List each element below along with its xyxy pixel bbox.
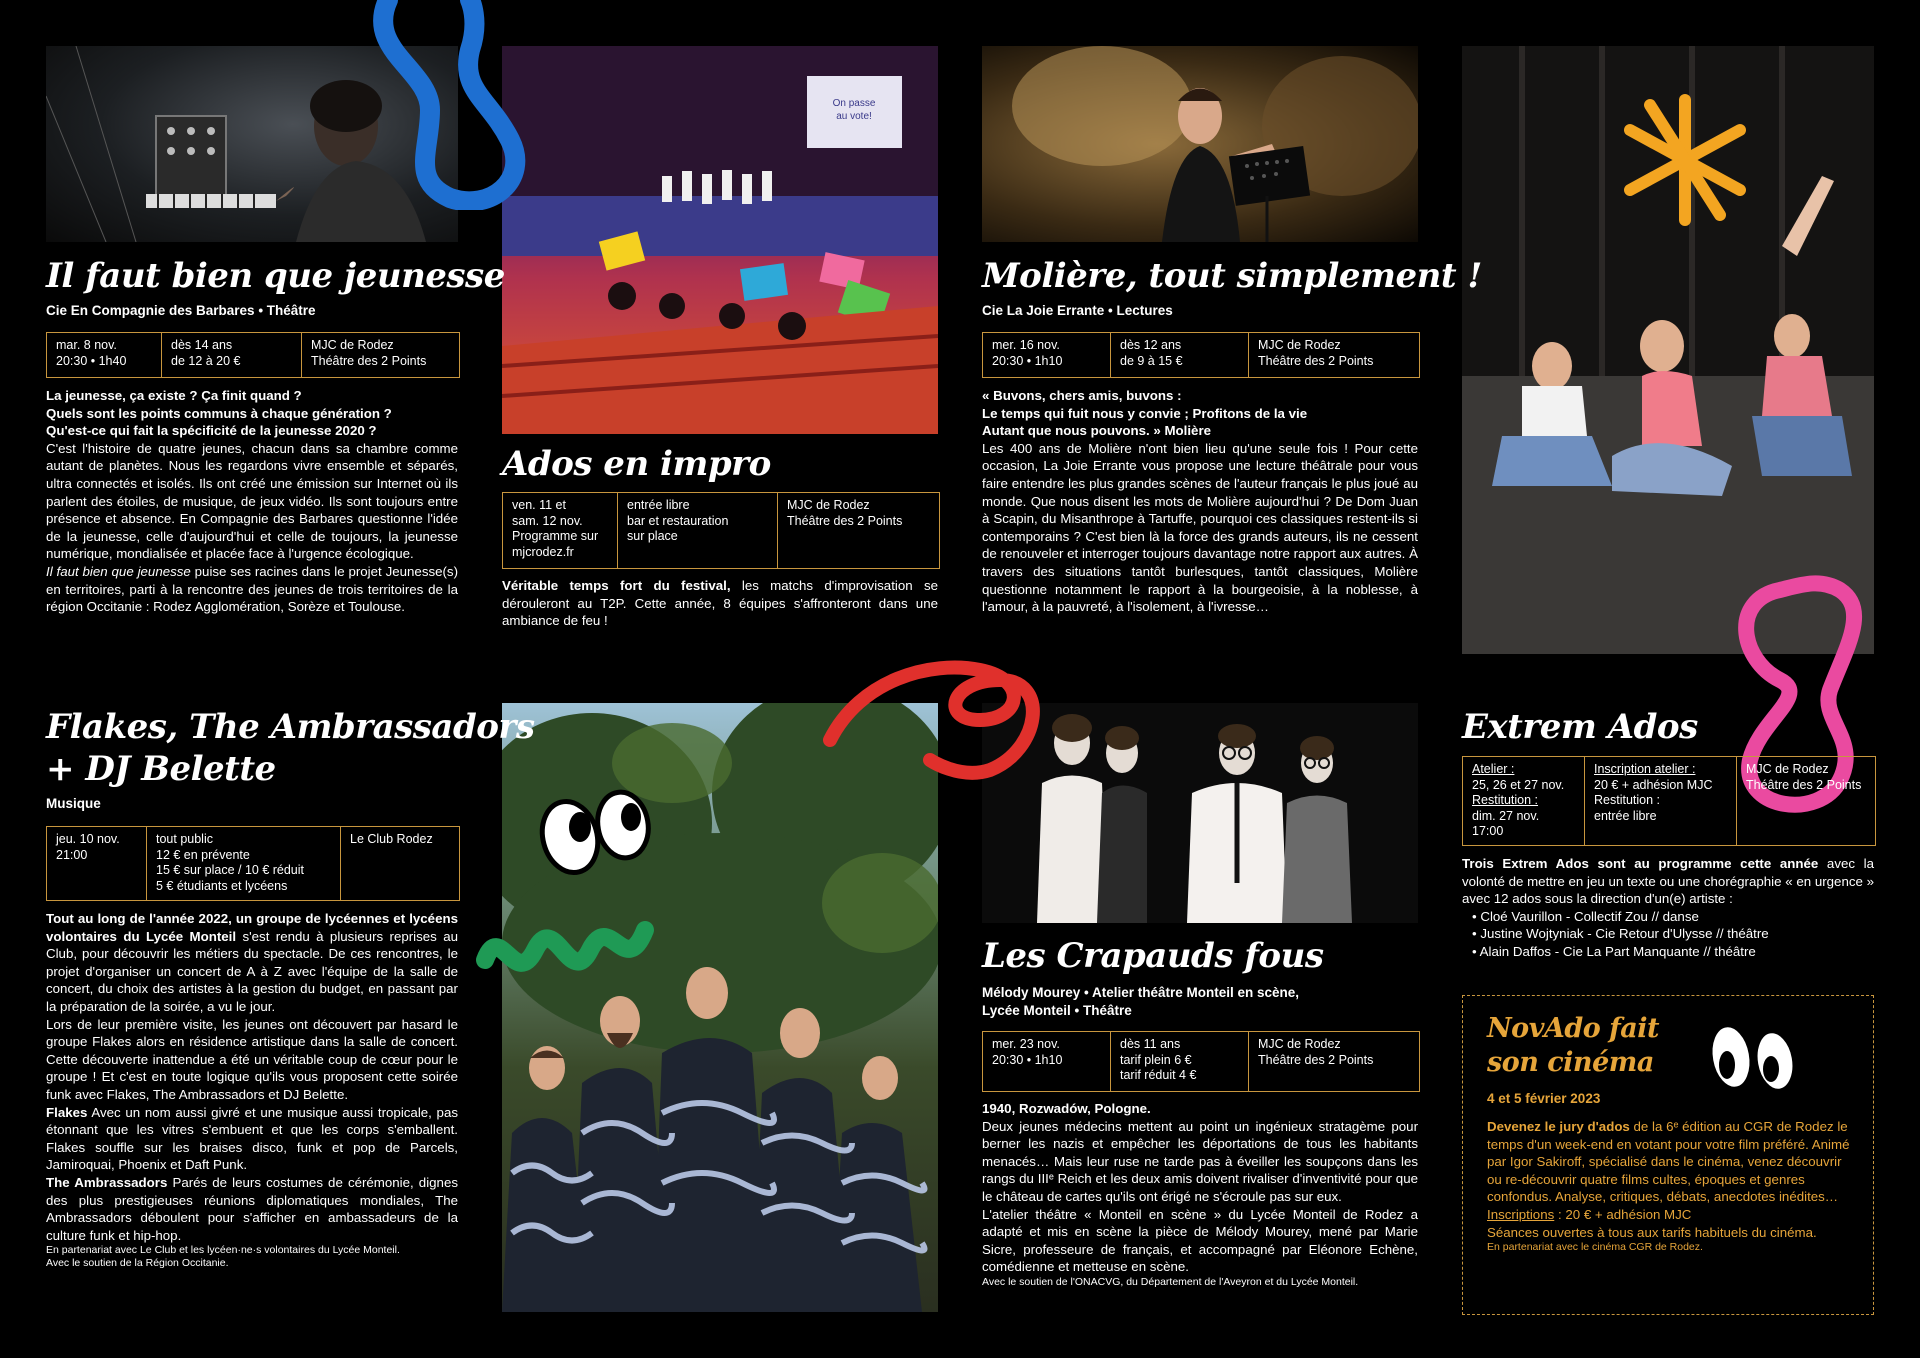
list-item: • Justine Wojtyniak - Cie Retour d'Ulysse // théâtre	[1472, 926, 1769, 942]
info-lieu: Le Club Rodez	[350, 832, 433, 846]
info-tarif: tout public 12 € en prévente 15 € sur place / 10 € réduit 5 € étudiants et lycéens	[147, 827, 341, 900]
info-date: jeu. 10 nov. 21:00	[47, 827, 147, 900]
info-date: mer. 16 nov. 20:30 • 1h10	[983, 333, 1111, 377]
title-ados-en-impro: Ados en impro	[502, 444, 771, 484]
body-moliere: « Buvons, chers amis, buvons : Le temps qui fuit nous y convie ; Profitons de la vie Autant que nous pouvons. » Molière Les 400 ans de Molière n'ont bien lieu qu'une seule fois ! Pour cette occasion, La Joie Errante vous propose une lecture théâtrale pour vous faire entendre les plus grandes scènes de l'auteur français le plus joué au monde. Que nous disent les mots de Molière aujourd'hui ? De Dom Juan à Scapin, du Misanthrope à Tartuffe, pourquoi ces classiques restent-ils si contemporains ? C'est bien là la force des grands auteurs, ils ne cessent de renouveler et interroger toujours davantage notre rapport aux autres. À travers des situations tantôt burlesques, tantôt classiques, Molière questionne notamment le rapport à la bourgeoisie, à la noblesse, à l'amour, à la pauvreté, à l'isolement, à l'ivresse…	[982, 388, 1418, 615]
info-lieu: MJC de Rodez Théâtre des 2 Points	[1258, 338, 1374, 368]
red-swirl-shape	[820, 640, 1050, 790]
photo-moliere-reader	[982, 46, 1418, 242]
title-flakes-line1: Flakes, The Ambrassadors	[46, 707, 535, 747]
credit-novado: En partenariat avec le cinéma CGR de Rodez.	[1487, 1241, 1703, 1254]
info-tarif: dès 14 ans de 12 à 20 €	[162, 333, 302, 377]
info-tarif: entrée libre bar et restauration sur place	[618, 493, 778, 568]
title-extrem-ados: Extrem Ados	[1462, 707, 1698, 747]
body-ados-en-impro: Véritable temps fort du festival, les matchs d'improvisation se dérouleront au T2P. Cette année, 8 équipes s'affronteront dans une ambiance de feu !	[502, 578, 938, 629]
info-tarif: dès 12 ans de 9 à 15 €	[1111, 333, 1249, 377]
list-item: • Alain Daffos - Cie La Part Manquante // théâtre	[1472, 943, 1756, 959]
screen-text-1: On passe	[832, 98, 876, 109]
info-lieu: MJC de Rodez Théâtre des 2 Points	[311, 338, 427, 368]
list-item: • Cloé Vaurillon - Collectif Zou // danse	[1472, 908, 1699, 924]
info-date: mar. 8 nov. 20:30 • 1h40	[47, 333, 162, 377]
credit-flakes-1: En partenariat avec Le Club et les lycéen·ne·s volontaires du Lycée Monteil.	[46, 1244, 400, 1257]
novado-date: 4 et 5 février 2023	[1487, 1091, 1601, 1106]
info-lieu: MJC de Rodez Théâtre des 2 Points	[1258, 1037, 1374, 1067]
info-lieu: MJC de Rodez Théâtre des 2 Points	[1746, 762, 1862, 792]
body-flakes: Tout au long de l'année 2022, un groupe de lycéennes et lycéens volontaires du Lycée Monteil s'est rendu à plusieurs reprises au Club, pour découvrir les métiers du spectacle. De ces rencontres, le projet d'organiser un concert de A à Z avec l'équipe de la salle de concert, du choix des artistes à la gestion du budget, en passant par la préparation de la soirée, a vu le jour. Lors de leur première visite, les jeunes ont découvert par hasard le groupe Flakes alors en résidence artistique dans la salle de concert. Cette découverte inattendue a été un véritable coup de cœur pour le groupe ! Et c'est en toute logique qu'ils vous proposent cette soirée funk avec Flakes, The Ambrassadors et DJ Belette. Flakes Avec un nom aussi givré et une musique aussi tropicale, pas étonnant que les vitres s'embuent et que les corps s'emballent. Flakes souffle sur les braises disco, funk et pop de Parcels, Jamiroquai, Phoenix et Daft Punk. The Ambrassadors Parés de leurs costumes de cérémonie, dignes des plus prestigieuses réunions diplomatiques mondiales, The Ambrassadors déboulent pour s'afficher en ambassadeurs de la culture funk et hip-hop. En partenariat avec Le Club et les lycéen·ne·s volontaires du Lycée Monteil. Avec le soutien de la Région Occitanie.	[46, 911, 458, 1270]
yellow-star-shape	[1620, 90, 1750, 230]
photo-impro-audience	[502, 46, 938, 434]
info-il-faut-bien	[46, 332, 460, 378]
info-flakes	[46, 826, 460, 901]
title-moliere: Molière, tout simplement !	[982, 256, 1482, 296]
credit-crapauds: Avec le soutien de l'ONACVG, du Département de l'Aveyron et du Lycée Monteil.	[982, 1275, 1359, 1288]
info-extrem-ados	[1462, 756, 1876, 846]
title-novado-line2: son cinéma	[1487, 1047, 1654, 1078]
title-flakes-line2: + DJ Belette	[46, 749, 276, 789]
green-zigzag-shape	[470, 900, 660, 1010]
screen-text-2: au vote!	[836, 111, 872, 122]
sub-crapauds-2: Lycée Monteil • Théâtre	[982, 1003, 1132, 1018]
info-tarif: Inscription atelier : 20 € + adhésion MJC Restitution : entrée libre	[1585, 757, 1737, 845]
info-lieu: MJC de Rodez Théâtre des 2 Points	[787, 498, 903, 528]
body-il-faut-bien: La jeunesse, ça existe ? Ça finit quand ? Quels sont les points communs à chaque génération ? Qu'est-ce qui fait la spécificité de la jeunesse 2020 ? C'est l'histoire de quatre jeunes, chacun dans sa chambre comme autant de planètes. Nous les regardons vivre ensemble et séparés, ultra connectés et isolés. Ils ont créé une émission sur Internet où ils parlent des étoiles, de musique, de jeux vidéo. Ils sont toujours entre présence et absence. En Compagnie des Barbares questionne l'idée de la jeunesse, celle d'aujourd'hui et celle de toujours, la jeunesse numérique, mondialisée et placée face à l'urgence écologique. Il faut bien que jeunesse puise ses racines dans le projet Jeunesse(s) en territoires, parti à la rencontre des jeunes de trois territoires de la région Occitanie : Rodez Agglomération, Sorèze et Toulouse.	[46, 388, 459, 615]
body-extrem-ados: Trois Extrem Ados sont au programme cette année avec la volonté de mettre en jeu un texte ou une chorégraphie « en urgence » avec 12 ados sous la direction d'un(e) artiste : • Cloé Vaurillon - Collectif Zou // danse • Justine Wojtyniak - Cie Retour d'Ulysse // théâtre • Alain Daffos - Cie La Part Manquante // théâtre	[1462, 856, 1874, 959]
info-date: mer. 23 nov. 20:30 • 1h10	[983, 1032, 1111, 1091]
body-novado: Devenez le jury d'ados de la 6ᵉ édition au CGR de Rodez le temps d'un week-end en votant pour votre film préféré. Animé par Igor Sakiroff, spécialisé dans le cinéma, venez découvrir ou re-découvrir quatre films cultes, époques et genres confondus. Analyse, critiques, débats, anecdotes inédites… Inscriptions : 20 € + adhésion MJC Séances ouvertes à tous aux tarifs habituels du cinéma. En partenariat avec le cinéma CGR de Rodez.	[1487, 1118, 1857, 1254]
sub-flakes: Musique	[46, 796, 101, 811]
sub-moliere: Cie La Joie Errante • Lectures	[982, 303, 1173, 318]
info-ados-en-impro	[502, 492, 940, 569]
body-crapauds: 1940, Rozwadów, Pologne. Deux jeunes médecins mettent au point un ingénieux stratagème pour berner les nazis et empêcher les déportations de tous les habitants menacés… Mais leur ruse ne tarde pas à éveiller les soupçons dans les rangs du IIIᵉ Reich et les deux amis doivent rivaliser d'inventivité pour que le château de cartes qu'ils ont érigé ne s'écroule pas sur eux. L'atelier théâtre « Monteil en scène » du Lycée Monteil de Rodez a adapté et mis en scène la pièce de Mélody Mourey, mené par Marie Sicre, professeure de français, et accompagné par Eléonore Echène, comédienne et metteuse en scène. Avec le soutien de l'ONACVG, du Département de l'Aveyron et du Lycée Monteil.	[982, 1101, 1418, 1288]
sub-crapauds-1: Mélody Mourey • Atelier théâtre Monteil en scène,	[982, 985, 1300, 1000]
blue-squiggle-shape	[370, 0, 540, 210]
sub-il-faut-bien: Cie En Compagnie des Barbares • Théâtre	[46, 303, 316, 318]
credit-flakes-2: Avec le soutien de la Région Occitanie.	[46, 1257, 229, 1270]
info-moliere	[982, 332, 1420, 378]
info-crapauds	[982, 1031, 1420, 1092]
title-crapauds: Les Crapauds fous	[982, 936, 1324, 976]
info-tarif: dès 11 ans tarif plein 6 € tarif réduit 4 €	[1111, 1032, 1249, 1091]
info-date: ven. 11 et sam. 12 nov. Programme sur mjcrodez.fr	[503, 493, 618, 568]
cartoon-eyes-icon	[535, 775, 655, 885]
title-il-faut-bien: Il faut bien que jeunesse	[46, 256, 505, 296]
title-novado-line1: NovAdo fait	[1487, 1013, 1659, 1044]
info-date: Atelier : 25, 26 et 27 nov. Restitution : dim. 27 nov. 17:00	[1463, 757, 1585, 845]
